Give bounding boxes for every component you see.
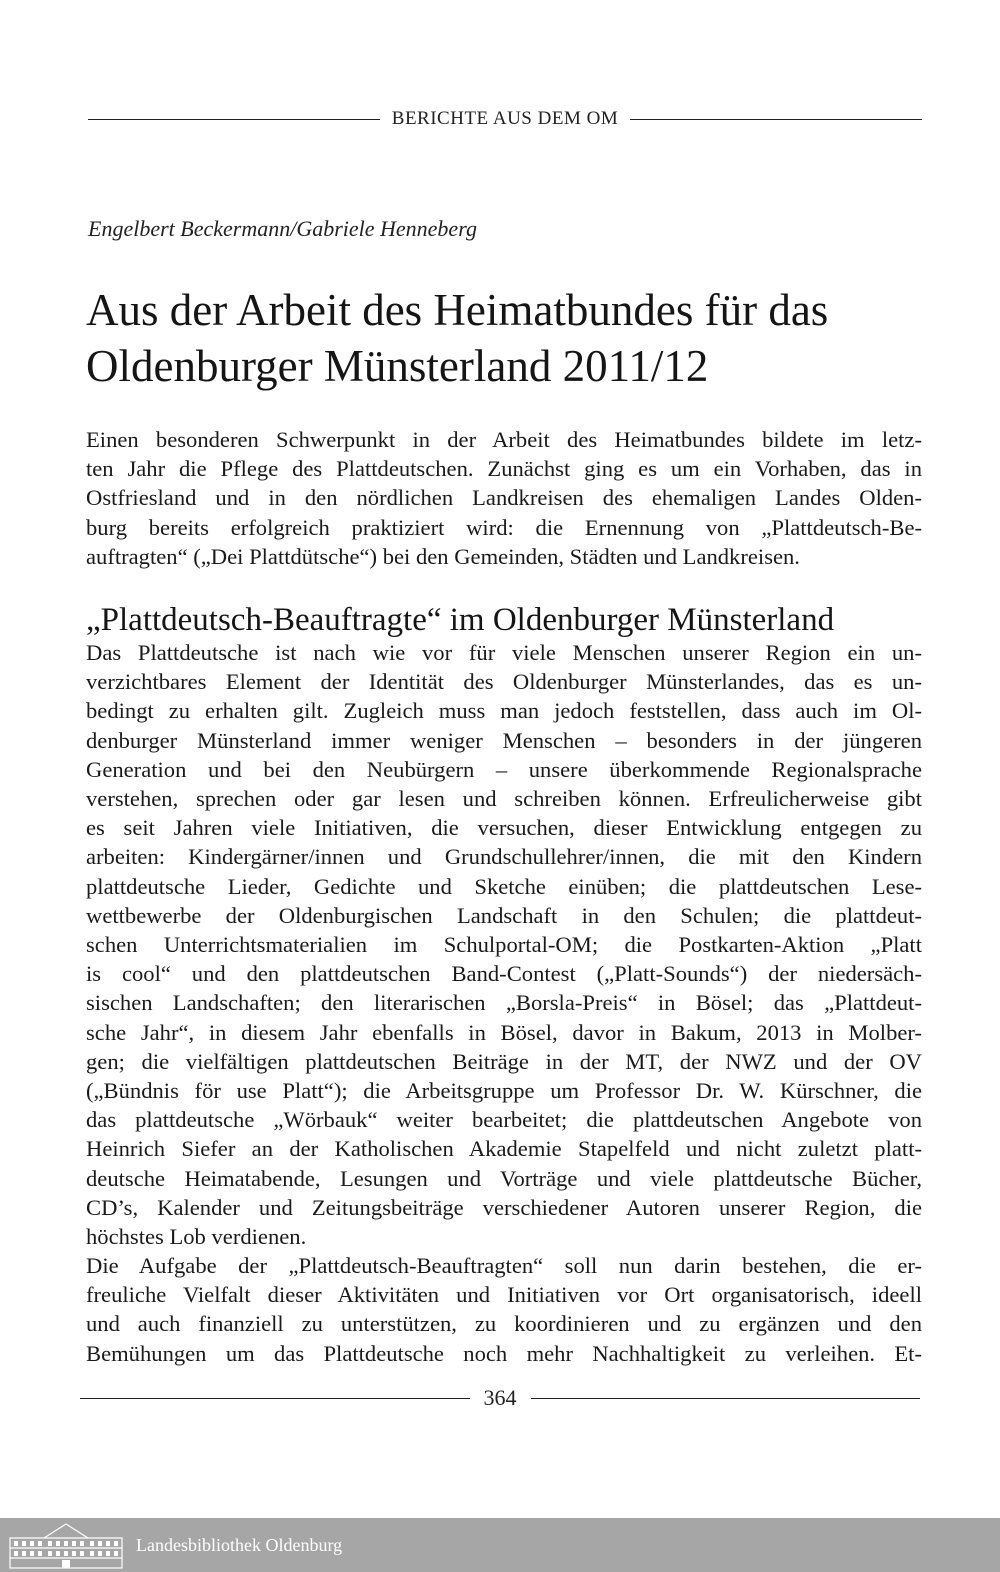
text-line: verstehen, sprechen oder gar lesen und schreiben können. Erfreulicherweise gibt [86,786,922,812]
text-line: arbeiten: Kindergärner/innen und Grundschullehrer/innen, die mit den Kindern [86,844,922,870]
text-line: sischen Landschaften; den literarischen „Borsla-Preis“ in Bösel; das „Plattdeut- [86,990,922,1016]
text-line: sche Jahr“, in diesem Jahr ebenfalls in Bösel, davor in Bakum, 2013 in Molber- [86,1019,922,1045]
page-footer [80,1382,920,1414]
text-line: verzichtbares Element der Identität des Oldenburger Münsterlandes, das es un- [86,669,922,695]
text-line: freuliche Vielfalt dieser Aktivitäten und Initiativen vor Ort organisatorisch, ideell [86,1282,922,1308]
text-line: is cool“ und den plattdeutschen Band-Contest („Platt-Sounds“) der niedersäch- [86,961,922,987]
library-building-icon [4,1520,128,1570]
text-line: Die Aufgabe der „Plattdeutsch-Beauftragten“ soll nun darin bestehen, die er- [86,1253,922,1278]
text-line: und auch finanziell zu unterstützen, zu koordinieren und zu ergänzen und den [86,1311,922,1337]
text-line: Generation und bei den Neubürgern – unsere überkommende Regionalsprache [86,756,922,782]
header-rule-left [88,119,380,120]
title-line: Oldenburger Münsterland 2011/12 [86,341,709,391]
text-line: gen; die vielfältigen plattdeutschen Beiträge in der MT, der NWZ und der OV [86,1048,922,1074]
text-line: wettbewerbe der Oldenburgischen Landschaft in den Schulen; die plattdeut- [86,902,922,928]
running-title: BERICHTE AUS DEM OM [391,108,619,129]
text-line: ten Jahr die Pflege des Plattdeutschen. Zunächst ging es um ein Vorhaben, das in [86,456,922,482]
text-line: burg bereits erfolgreich praktiziert wird: die Ernennung von „Plattdeutsch-Be- [86,514,922,540]
library-name: Landesbibliothek Oldenburg [136,1534,343,1555]
text-line: deutsche Heimatabende, Lesungen und Vorträge und viele plattdeutsche Bücher, [86,1165,922,1191]
body-paragraph-1 [86,638,922,1251]
intro-paragraph [86,425,922,571]
article-title [86,282,926,394]
page-number: 364 [483,1385,517,1410]
text-line: („Bündnis för use Platt“); die Arbeitsgruppe um Professor Dr. W. Kürschner, die [86,1078,922,1104]
text-line: bedingt zu erhalten gilt. Zugleich muss man jedoch feststellen, dass auch im Ol- [86,698,922,724]
text-line: es seit Jahren viele Initiativen, die versuchen, dieser Entwicklung entgegen zu [86,815,922,841]
text-line: Das Plattdeutsche ist nach wie vor für viele Menschen unserer Region ein un- [86,640,922,665]
header-rule-right [630,119,922,120]
footer-rule-left [80,1398,470,1399]
text-line: schen Unterrichtsmaterialien im Schulportal-OM; die Postkarten-Aktion „Platt [86,932,922,958]
text-line: Einen besonderen Schwerpunkt in der Arbeit des Heimatbundes bildete im letz- [86,427,922,452]
library-bar [0,1518,1000,1572]
text-line: denburger Münsterland immer weniger Menschen – besonders in der jüngeren [86,727,922,753]
text-line: das plattdeutsche „Wörbauk“ weiter bearbeitet; die plattdeutschen Angebote von [86,1107,922,1133]
section-heading: „Plattdeutsch-Beauftragte“ im Oldenburger Münsterland [86,602,835,638]
text-line: Heinrich Siefer an der Katholischen Akademie Stapelfeld und nicht zuletzt platt- [86,1136,922,1162]
running-header [88,104,922,134]
text-line: höchstes Lob verdienen. [86,1224,307,1250]
text-line: Ostfriesland und in den nördlichen Landkreisen des ehemaligen Landes Olden- [86,485,922,511]
article-authors: Engelbert Beckermann/Gabriele Henneberg [88,216,477,241]
text-line: plattdeutsche Lieder, Gedichte und Sketche einüben; die plattdeutschen Lese- [86,873,922,899]
text-line: Bemühungen um das Plattdeutsche noch mehr Nachhaltigkeit zu verleihen. Et- [86,1340,922,1366]
text-line: auftragten“ („Dei Plattdütsche“) bei den Gemeinden, Städten und Landkreisen. [86,543,800,569]
body-paragraph-2 [86,1251,922,1368]
text-line: CD’s, Kalender und Zeitungsbeiträge verschiedener Autoren unserer Region, die [86,1194,922,1220]
title-line: Aus der Arbeit des Heimatbundes für das [86,285,829,335]
footer-rule-right [531,1398,921,1399]
